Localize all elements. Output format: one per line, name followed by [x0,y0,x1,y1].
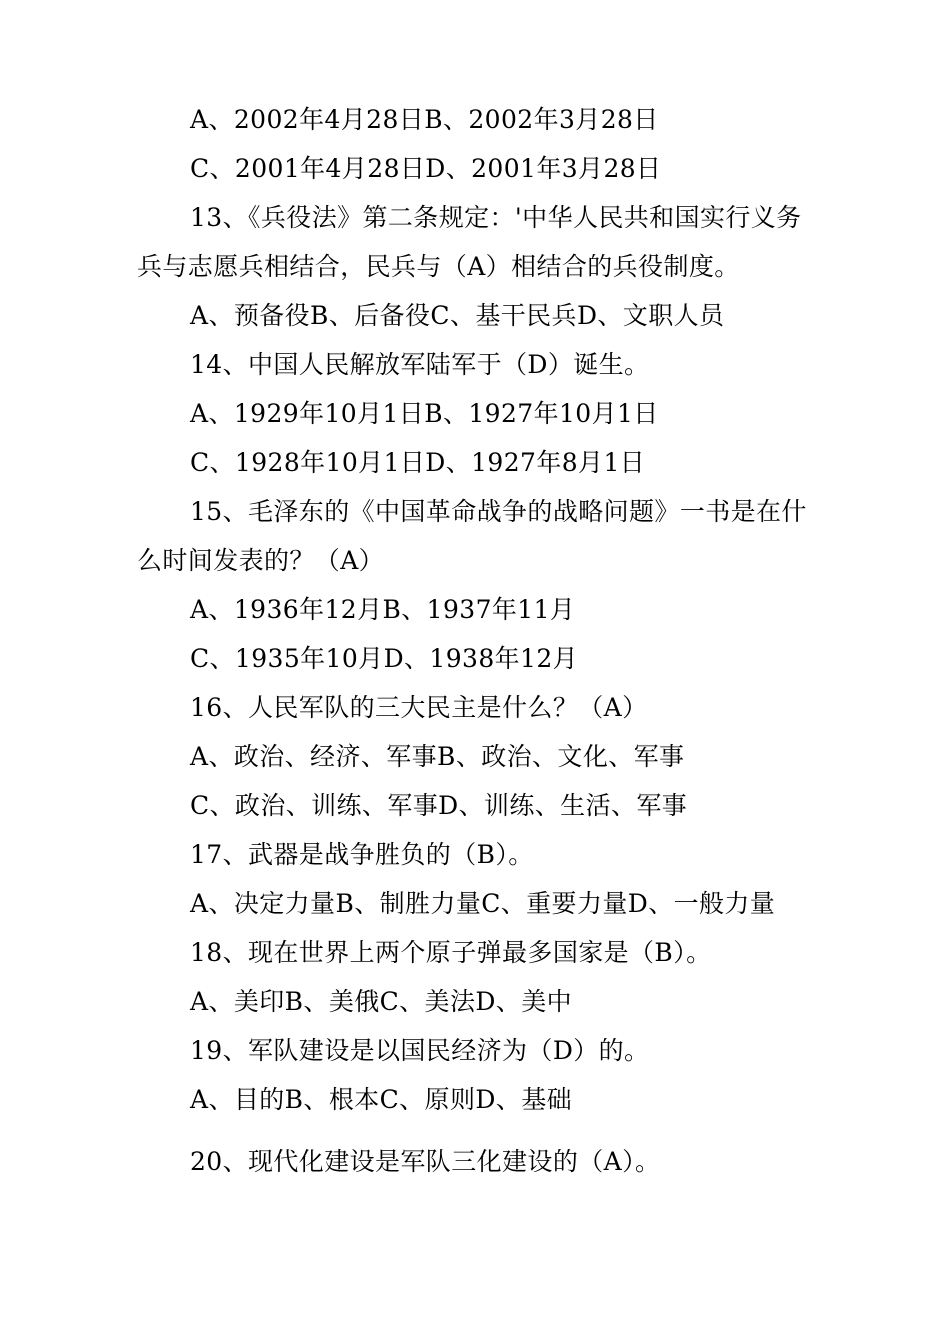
question-20: 20、现代化建设是军队三化建设的（A）。 [190,1147,661,1176]
option-line: A、决定力量B、制胜力量C、重要力量D、一般力量 [190,889,776,918]
option-line: C、政治、训练、军事D、训练、生活、军事 [190,791,688,820]
option-line: A、2002年4月28日B、2002年3月28日 [190,105,659,134]
question-18: 18、现在世界上两个原子弹最多国家是（B）。 [190,938,712,967]
option-line: A、美印B、美俄C、美法D、美中 [190,987,572,1016]
option-line: A、预备役B、后备役C、基干民兵D、文职人员 [190,301,725,330]
option-line: C、2001年4月28日D、2001年3月28日 [190,154,662,183]
option-line: A、1936年12月B、1937年11月 [190,595,576,624]
question-13: 13、《兵役法》第二条规定：'中华人民共和国实行义务 [190,203,802,232]
question-13-continued: 兵与志愿兵相结合，民兵与（A）相结合的兵役制度。 [137,252,740,281]
question-14: 14、中国人民解放军陆军于（D）诞生。 [190,350,650,379]
question-15-continued: 么时间发表的？（A） [137,546,385,575]
question-19: 19、军队建设是以国民经济为（D）的。 [190,1036,650,1065]
option-line: A、政治、经济、军事B、政治、文化、军事 [190,742,685,771]
question-16: 16、人民军队的三大民主是什么？（A） [190,693,648,722]
option-line: C、1928年10月1日D、1927年8月1日 [190,448,646,477]
question-17: 17、武器是战争胜负的（B）。 [190,840,534,869]
option-line: A、1929年10月1日B、1927年10月1日 [190,399,659,428]
option-line: C、1935年10月D、1938年12月 [190,644,579,673]
option-line: A、目的B、根本C、原则D、基础 [190,1085,572,1114]
question-15: 15、毛泽东的《中国革命战争的战略问题》一书是在什 [190,497,807,526]
